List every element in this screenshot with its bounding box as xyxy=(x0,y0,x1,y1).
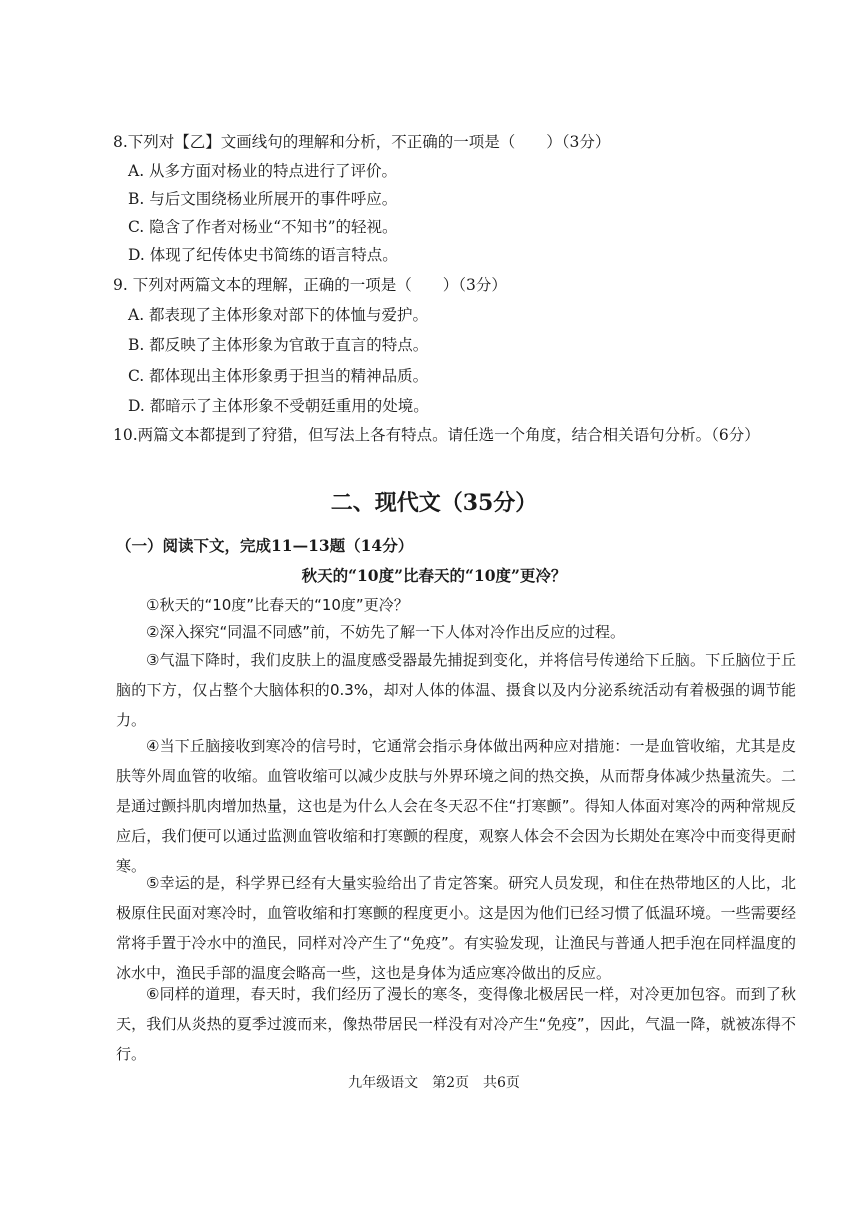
paragraph-2: ②深入探究“同温不同感”前，不妨先了解一下人体对冷作出反应的过程。 xyxy=(146,623,625,641)
paragraph-3: ③气温下降时，我们皮肤上的温度感受器最先捕捉到变化，并将信号传递给下丘脑。下丘脑位于丘脑的下方，仅占整个大脑体积的0.3%，却对人体的体温、摄食以及内分泌系统活动有着极强的调节能力。 xyxy=(116,651,796,729)
question-10-stem: 10.两篇文本都提到了狩猎，但写法上各有特点。请任选一个角度，结合相关语句分析。（6分） xyxy=(113,426,760,444)
paragraph-6: ⑥同样的道理，春天时，我们经历了漫长的寒冬，变得像北极居民一样，对冷更加包容。而到了秋天，我们从炎热的夏季过渡而来，像热带居民一样没有对冷产生“免疫”，因此，气温一降，就被冻得不行。 xyxy=(116,985,796,1063)
paragraph-4: ④当下丘脑接收到寒冷的信号时，它通常会指示身体做出两种应对措施：一是血管收缩，尤其是皮肤等外周血管的收缩。血管收缩可以减少皮肤与外界环境之间的热交换，从而帮身体减少热量流失。二是通过颤抖肌肉增加热量，这也是为什么人会在冬天忍不住“打寒颤”。得知人体面对寒冷的两种常规反应后，我们便可以通过监测血管收缩和打寒颤的程度，观察人体会不会因为长期处在寒冷中而变得更耐寒。 xyxy=(116,737,796,875)
question-9-option-d: D. 都暗示了主体形象不受朝廷重用的处境。 xyxy=(128,397,429,415)
reading-instructions: （一）阅读下文，完成11—13题（14分） xyxy=(116,536,414,555)
question-8-option-c: C. 隐含了作者对杨业“不知书”的轻视。 xyxy=(128,218,398,236)
passage-title: 秋天的“10度”比春天的“10度”更冷？ xyxy=(301,566,567,585)
question-9-option-c: C. 都体现出主体形象勇于担当的精神品质。 xyxy=(128,367,429,385)
question-8-option-b: B. 与后文围绕杨业所展开的事件呼应。 xyxy=(128,190,398,208)
question-8-stem: 8.下列对【乙】文画线句的理解和分析，不正确的一项是（ ）（3分） xyxy=(113,133,611,151)
question-9-stem: 9. 下列对两篇文本的理解，正确的一项是（ ）（3分） xyxy=(113,276,507,294)
paragraph-5: ⑤幸运的是，科学界已经有大量实验给出了肯定答案。研究人员发现，和住在热带地区的人比，北极原住民面对寒冷时，血管收缩和打寒颤的程度更小。这是因为他们已经习惯了低温环境。一些需要经常将手置于冷水中的渔民，同样对冷产生了“免疫”。有实验发现，让渔民与普通人把手泡在同样温度的冰水中，渔民手部的温度会略高一些，这也是身体为适应寒冷做出的反应。 xyxy=(116,874,796,982)
question-9-option-a: A. 都表现了主体形象对部下的体恤与爱护。 xyxy=(128,306,429,324)
question-9-option-b: B. 都反映了主体形象为官敢于直言的特点。 xyxy=(128,336,429,354)
paragraph-1: ①秋天的“10度”比春天的“10度”更冷？ xyxy=(146,596,409,614)
page-footer: 九年级语文 第2页 共6页 xyxy=(348,1075,520,1091)
question-8-option-a: A. 从多方面对杨业的特点进行了评价。 xyxy=(128,162,398,180)
section-title: 二、现代文（35分） xyxy=(330,490,538,516)
question-8-option-d: D. 体现了纪传体史书简练的语言特点。 xyxy=(128,246,398,264)
